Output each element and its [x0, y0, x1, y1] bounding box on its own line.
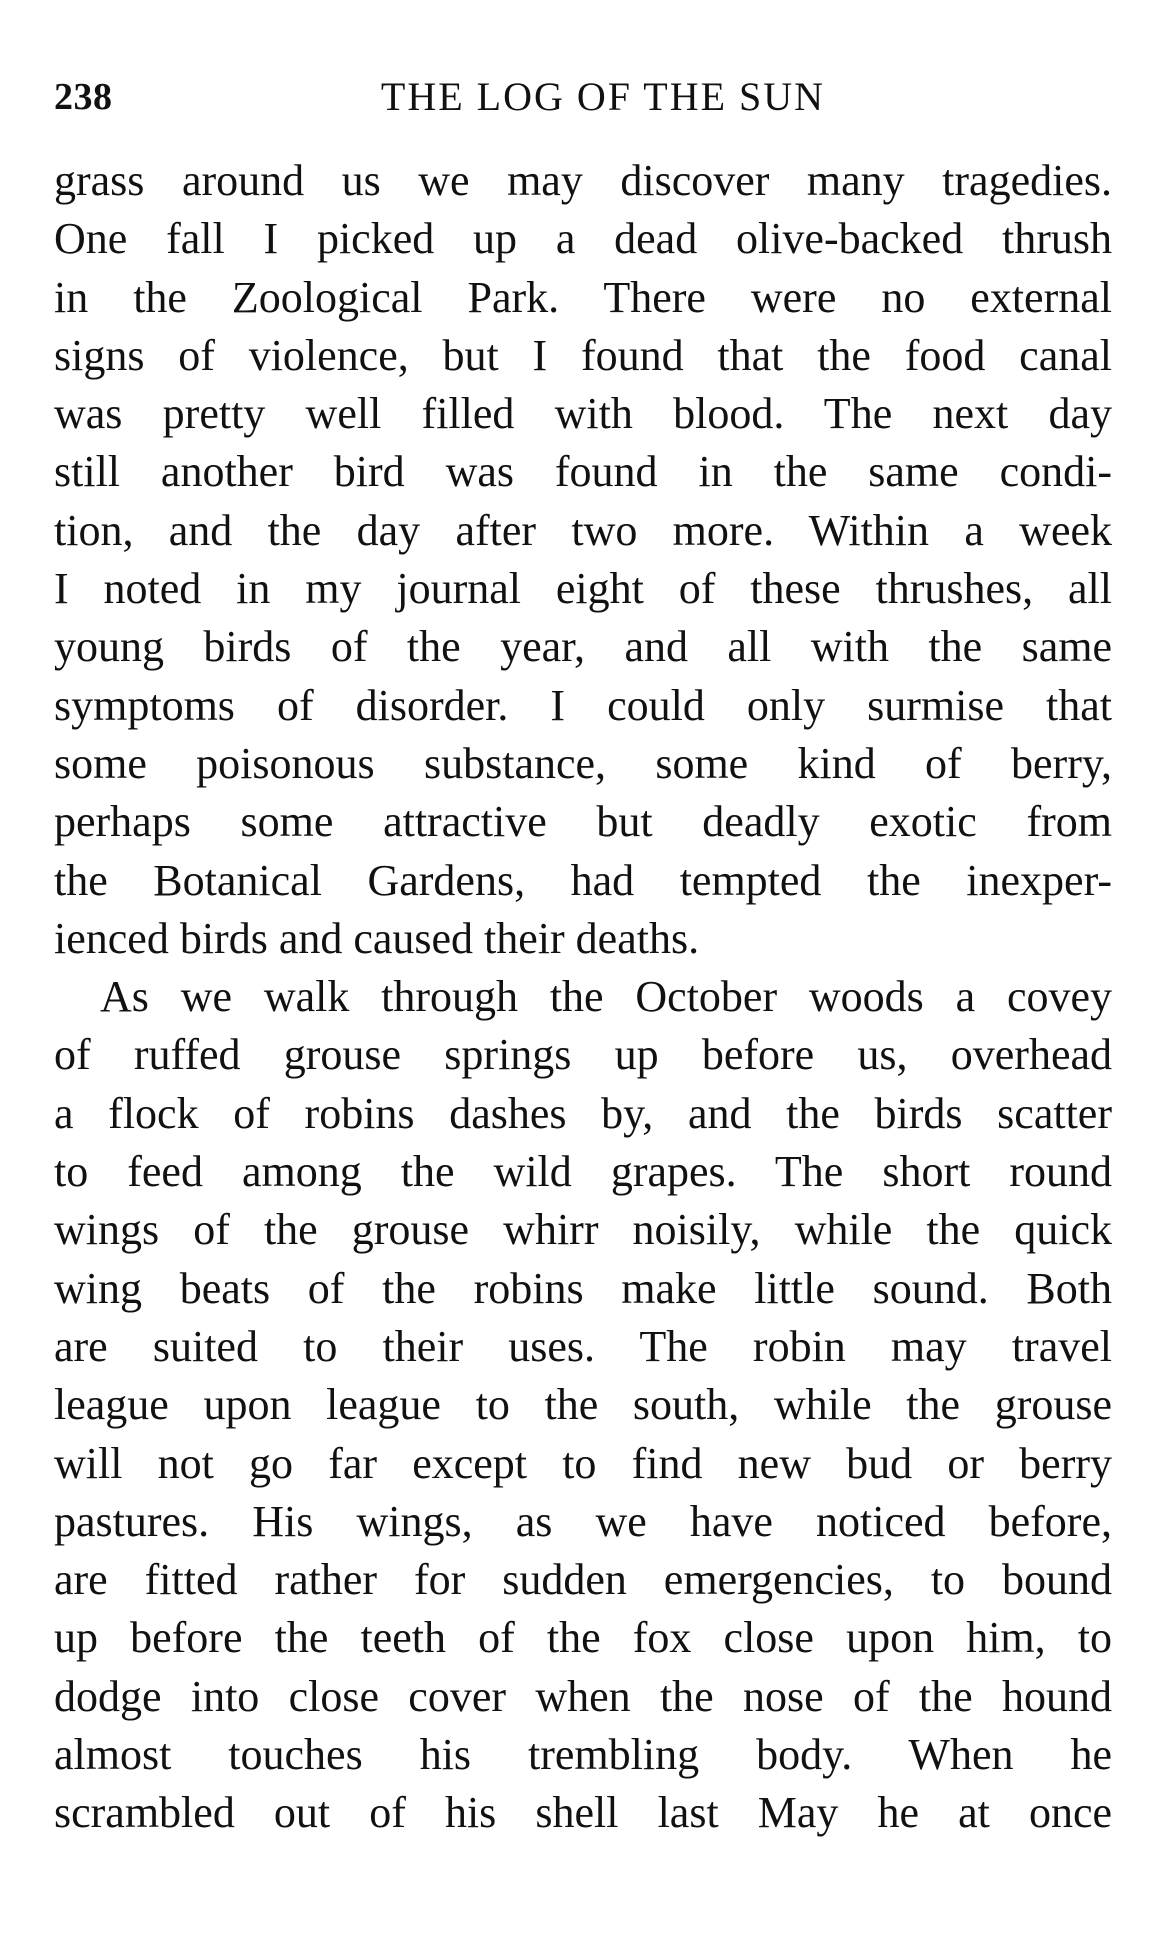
text-line: perhaps some attractive but deadly exotic from [54, 797, 1112, 847]
text-line: in the Zoological Park. There were no external [54, 272, 1112, 322]
text-line: are fitted rather for sudden emergencies, to bound [54, 1555, 1112, 1605]
text-line: pastures. His wings, as we have noticed before, [54, 1496, 1112, 1546]
text-line: signs of violence, but I found that the food canal [54, 330, 1112, 380]
text-line: are suited to their uses. The robin may travel [54, 1321, 1112, 1371]
text-line: was pretty well filled with blood. The next day [54, 389, 1112, 439]
text-line: wing beats of the robins make little sound. Both [54, 1263, 1112, 1313]
body-text [54, 152, 1112, 1843]
text-line: the Botanical Gardens, had tempted the inexper- [54, 855, 1112, 905]
text-line: As we walk through the October woods a covey [100, 972, 1112, 1022]
text-line: up before the teeth of the fox close upon him, to [54, 1613, 1112, 1663]
text-line: tion, and the day after two more. Within a week [54, 505, 1112, 555]
text-line: young birds of the year, and all with the same [54, 622, 1112, 672]
text-line: will not go far except to find new bud or berry [54, 1438, 1112, 1488]
paragraph-1 [54, 152, 1112, 968]
page-number: 238 [54, 76, 113, 118]
text-line: One fall I picked up a dead olive-backed thrush [54, 214, 1112, 264]
page-header [54, 72, 1112, 122]
text-line: a flock of robins dashes by, and the birds scatter [54, 1088, 1112, 1138]
text-line: to feed among the wild grapes. The short round [54, 1147, 1112, 1197]
text-line: symptoms of disorder. I could only surmise that [54, 680, 1112, 730]
text-line: wings of the grouse whirr noisily, while the quick [54, 1205, 1112, 1255]
text-line: almost touches his trembling body. When he [54, 1730, 1112, 1780]
text-line: some poisonous substance, some kind of berry, [54, 738, 1112, 788]
text-line: scrambled out of his shell last May he at once [54, 1788, 1112, 1838]
text-line: of ruffed grouse springs up before us, overhead [54, 1030, 1112, 1080]
text-line: league upon league to the south, while the grouse [54, 1380, 1112, 1430]
book-page [54, 0, 1112, 1946]
text-line: I noted in my journal eight of these thrushes, all [54, 564, 1112, 614]
paragraph-2 [54, 968, 1112, 1842]
text-line: grass around us we may discover many tragedies. [54, 156, 1112, 205]
text-line: still another bird was found in the same condi- [54, 447, 1112, 497]
text-line: dodge into close cover when the nose of the hound [54, 1671, 1112, 1721]
text-line: ienced birds and caused their deaths. [54, 913, 700, 963]
running-title: THE LOG OF THE SUN [380, 74, 826, 119]
